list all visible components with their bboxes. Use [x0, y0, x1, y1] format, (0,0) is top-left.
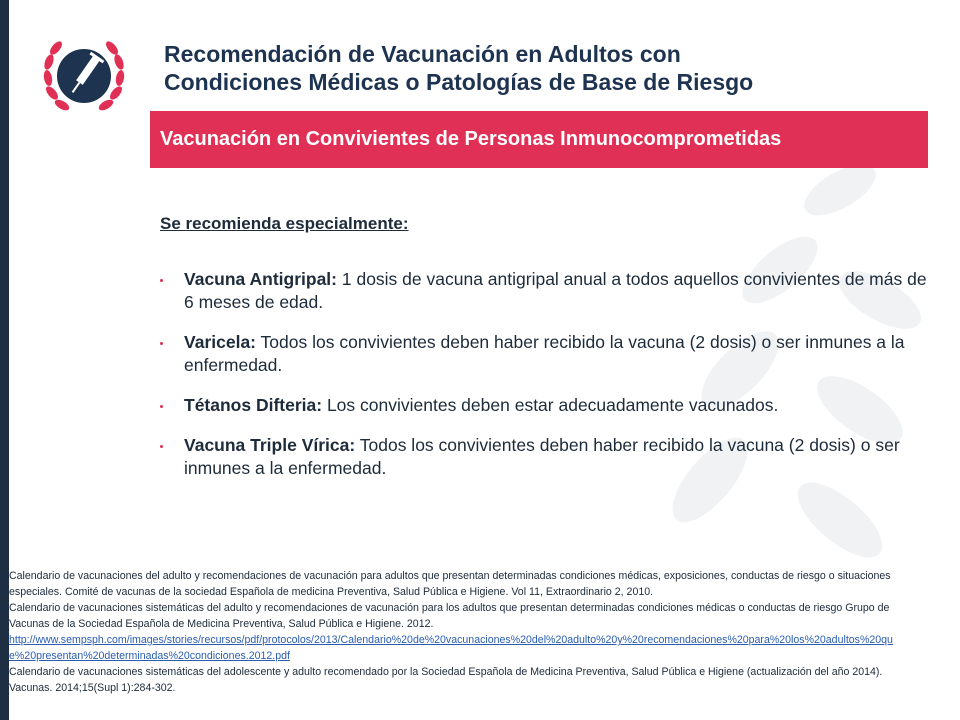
bullet-term: Vacuna Antigripal: — [184, 269, 337, 289]
reference-2: Calendario de vacunaciones sistemáticas del adulto y recomendaciones de vacunación para los adultos que presentan determinadas condiciones médicas o conductas de riesgo Grupo de Vacunas de la Sociedad Española de Medicina Preventiva, Salud Pública e Higiene. 2012. — [9, 602, 890, 630]
bullet-text: Todos los convivientes deben haber recibido la vacuna (2 dosis) o ser inmunes a la enfermedad. — [184, 332, 905, 375]
reference-3: Calendario de vacunaciones sistemáticas del adolescente y adulto recomendado por la Sociedad Española de Medicina Preventiva, Salud Pública e Higiene (actualización del año 2014). Vacunas. 2014;15(Supl 1):284-302. — [9, 666, 883, 694]
bullet-term: Tétanos Difteria: — [184, 395, 323, 415]
bullet-dot-icon — [160, 445, 163, 448]
bullet-dot-icon — [160, 342, 163, 345]
list-item — [160, 331, 930, 377]
bullet-dot-icon — [160, 279, 163, 282]
reference-2-link[interactable]: http://www.sempsph.com/images/stories/recursos/pdf/protocolos/2013/Calendario%20de%20vacunaciones%20del%20adulto%20y%20recomendaciones%20para%20los%20adultos%20que%20presentan%20determinadas%20condiciones.2012.pdf — [9, 634, 893, 662]
bullet-term: Varicela: — [184, 332, 256, 352]
page-title — [164, 40, 944, 96]
page-title-line2: Condiciones Médicas o Patologías de Base de Riesgo — [164, 69, 754, 95]
references — [9, 568, 899, 696]
vaccine-laurel-logo-icon — [34, 28, 134, 120]
subheading: Se recomienda especialmente: — [160, 214, 409, 233]
left-accent-bar — [0, 0, 9, 720]
recommendation-list — [160, 268, 930, 497]
bullet-dot-icon — [160, 405, 163, 408]
bullet-text: Todos los convivientes deben haber recibido la vacuna (2 dosis) o ser inmunes a la enfermedad. — [184, 435, 900, 478]
list-item — [160, 394, 930, 417]
bullet-text: Los convivientes deben estar adecuadamente vacunados. — [322, 395, 779, 415]
page-title-line1: Recomendación de Vacunación en Adultos con — [164, 41, 681, 67]
reference-1: Calendario de vacunaciones del adulto y recomendaciones de vacunación para adultos que presentan determinadas condiciones médicas, exposiciones, conductas de riesgo o situaciones especiales. Comité de vacunas de la sociedad Española de medicina Preventiva, Salud Pública e Higiene. Vol 11, Extraordinario 2, 2010. — [9, 570, 891, 598]
bullet-term: Vacuna Triple Vírica: — [184, 435, 356, 455]
section-banner: Vacunación en Convivientes de Personas Inmunocomprometidas — [150, 111, 928, 168]
list-item — [160, 434, 930, 480]
list-item — [160, 268, 930, 314]
bullet-text: 1 dosis de vacuna antigripal anual a todos aquellos convivientes de más de 6 meses de edad. — [184, 269, 927, 312]
